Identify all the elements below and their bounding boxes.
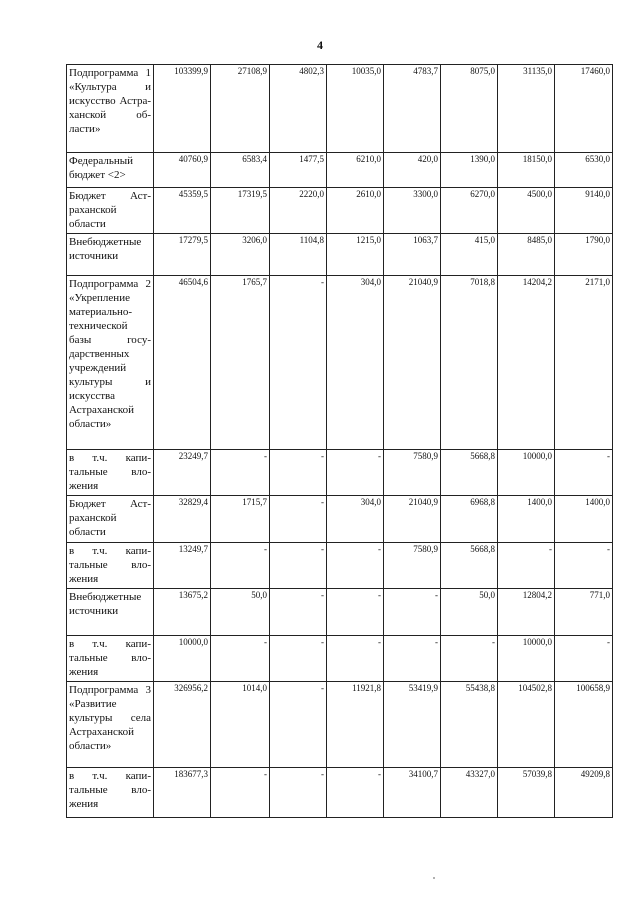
value-cell: 3206,0 (211, 234, 270, 276)
value-cell: 8485,0 (498, 234, 555, 276)
value-cell: 6530,0 (555, 153, 613, 188)
value-cell: 1790,0 (555, 234, 613, 276)
value-cell: 1400,0 (498, 496, 555, 543)
budget-table (66, 64, 613, 818)
value-cell: 49209,8 (555, 768, 613, 818)
value-cell: 1390,0 (441, 153, 498, 188)
value-cell: 6210,0 (327, 153, 384, 188)
value-cell: 17279,5 (154, 234, 211, 276)
value-cell: 1715,7 (211, 496, 270, 543)
table-row (67, 682, 613, 768)
table-row (67, 234, 613, 276)
value-cell: 6968,8 (441, 496, 498, 543)
value-cell: 11921,8 (327, 682, 384, 768)
value-cell: - (270, 682, 327, 768)
value-cell: 18150,0 (498, 153, 555, 188)
value-cell: 7580,9 (384, 450, 441, 496)
value-cell: - (211, 768, 270, 818)
value-cell: 1400,0 (555, 496, 613, 543)
table-row (67, 496, 613, 543)
value-cell: 17319,5 (211, 188, 270, 234)
value-cell: 100658,9 (555, 682, 613, 768)
value-cell: 45359,5 (154, 188, 211, 234)
value-cell: - (270, 450, 327, 496)
value-cell: 13675,2 (154, 589, 211, 636)
value-cell: 1477,5 (270, 153, 327, 188)
value-cell: - (498, 543, 555, 589)
value-cell: - (211, 636, 270, 682)
value-cell: 1014,0 (211, 682, 270, 768)
row-label: Бюджет Астраханской области (67, 188, 154, 234)
value-cell: 23249,7 (154, 450, 211, 496)
value-cell: 9140,0 (555, 188, 613, 234)
value-cell: 40760,9 (154, 153, 211, 188)
value-cell: 3300,0 (384, 188, 441, 234)
value-cell: 10000,0 (154, 636, 211, 682)
value-cell: - (270, 636, 327, 682)
row-label: в т.ч. капитальные вложения (67, 768, 154, 818)
value-cell: 17460,0 (555, 65, 613, 153)
value-cell: - (270, 496, 327, 543)
value-cell: 13249,7 (154, 543, 211, 589)
value-cell: 12804,2 (498, 589, 555, 636)
value-cell: 6270,0 (441, 188, 498, 234)
value-cell: 7018,8 (441, 276, 498, 450)
value-cell: 50,0 (441, 589, 498, 636)
value-cell: 5668,8 (441, 450, 498, 496)
value-cell: 103399,9 (154, 65, 211, 153)
value-cell: 46504,6 (154, 276, 211, 450)
value-cell: 2171,0 (555, 276, 613, 450)
value-cell: - (327, 768, 384, 818)
value-cell: 8075,0 (441, 65, 498, 153)
value-cell: 5668,8 (441, 543, 498, 589)
value-cell: 304,0 (327, 276, 384, 450)
value-cell: 21040,9 (384, 276, 441, 450)
table-row (67, 188, 613, 234)
value-cell: 771,0 (555, 589, 613, 636)
table-row (67, 276, 613, 450)
value-cell: - (555, 636, 613, 682)
value-cell: 4500,0 (498, 188, 555, 234)
table-row (67, 450, 613, 496)
table-row (67, 153, 613, 188)
table-row (67, 768, 613, 818)
value-cell: 55438,8 (441, 682, 498, 768)
value-cell: 4783,7 (384, 65, 441, 153)
value-cell: 326956,2 (154, 682, 211, 768)
row-label: Бюджет Астраханской области (67, 496, 154, 543)
value-cell: - (555, 543, 613, 589)
value-cell: - (211, 543, 270, 589)
value-cell: 1063,7 (384, 234, 441, 276)
value-cell: - (211, 450, 270, 496)
value-cell: 2220,0 (270, 188, 327, 234)
value-cell: 43327,0 (441, 768, 498, 818)
value-cell: 14204,2 (498, 276, 555, 450)
value-cell: 183677,3 (154, 768, 211, 818)
value-cell: - (270, 768, 327, 818)
value-cell: - (270, 276, 327, 450)
value-cell: 2610,0 (327, 188, 384, 234)
table-row (67, 65, 613, 153)
row-label: Федеральный бюджет <2> (67, 153, 154, 188)
value-cell: - (384, 589, 441, 636)
row-label: Подпрограмма 2 «Укрепление материально-технической базы государственных учреждений культуры и искусства Астраханской области» (67, 276, 154, 450)
value-cell: 415,0 (441, 234, 498, 276)
value-cell: 4802,3 (270, 65, 327, 153)
row-label: Внебюджетные источники (67, 234, 154, 276)
page-number: 4 (317, 38, 323, 52)
value-cell: 7580,9 (384, 543, 441, 589)
row-label: Внебюджетные источники (67, 589, 154, 636)
scan-speck (433, 877, 435, 879)
value-cell: - (270, 543, 327, 589)
value-cell: 10035,0 (327, 65, 384, 153)
value-cell: 32829,4 (154, 496, 211, 543)
row-label: Подпрограмма 3 «Развитие культуры села Астраханской области» (67, 682, 154, 768)
value-cell: 31135,0 (498, 65, 555, 153)
value-cell: 10000,0 (498, 636, 555, 682)
value-cell: 57039,8 (498, 768, 555, 818)
table-row (67, 543, 613, 589)
value-cell: 6583,4 (211, 153, 270, 188)
value-cell: 304,0 (327, 496, 384, 543)
value-cell: - (327, 636, 384, 682)
value-cell: 27108,9 (211, 65, 270, 153)
value-cell: 420,0 (384, 153, 441, 188)
value-cell: - (384, 636, 441, 682)
table-row (67, 636, 613, 682)
value-cell: 34100,7 (384, 768, 441, 818)
value-cell: - (270, 589, 327, 636)
value-cell: - (555, 450, 613, 496)
value-cell: 1215,0 (327, 234, 384, 276)
value-cell: - (327, 589, 384, 636)
row-label: в т.ч. капитальные вложения (67, 636, 154, 682)
value-cell: 1104,8 (270, 234, 327, 276)
value-cell: 1765,7 (211, 276, 270, 450)
value-cell: - (327, 450, 384, 496)
table-row (67, 589, 613, 636)
value-cell: 53419,9 (384, 682, 441, 768)
value-cell: - (327, 543, 384, 589)
value-cell: 104502,8 (498, 682, 555, 768)
value-cell: 50,0 (211, 589, 270, 636)
value-cell: 10000,0 (498, 450, 555, 496)
row-label: в т.ч. капитальные вложения (67, 450, 154, 496)
value-cell: - (441, 636, 498, 682)
row-label: Подпрограмма 1 «Культура и искусство Астраханской области» (67, 65, 154, 153)
row-label: в т.ч. капитальные вложения (67, 543, 154, 589)
value-cell: 21040,9 (384, 496, 441, 543)
